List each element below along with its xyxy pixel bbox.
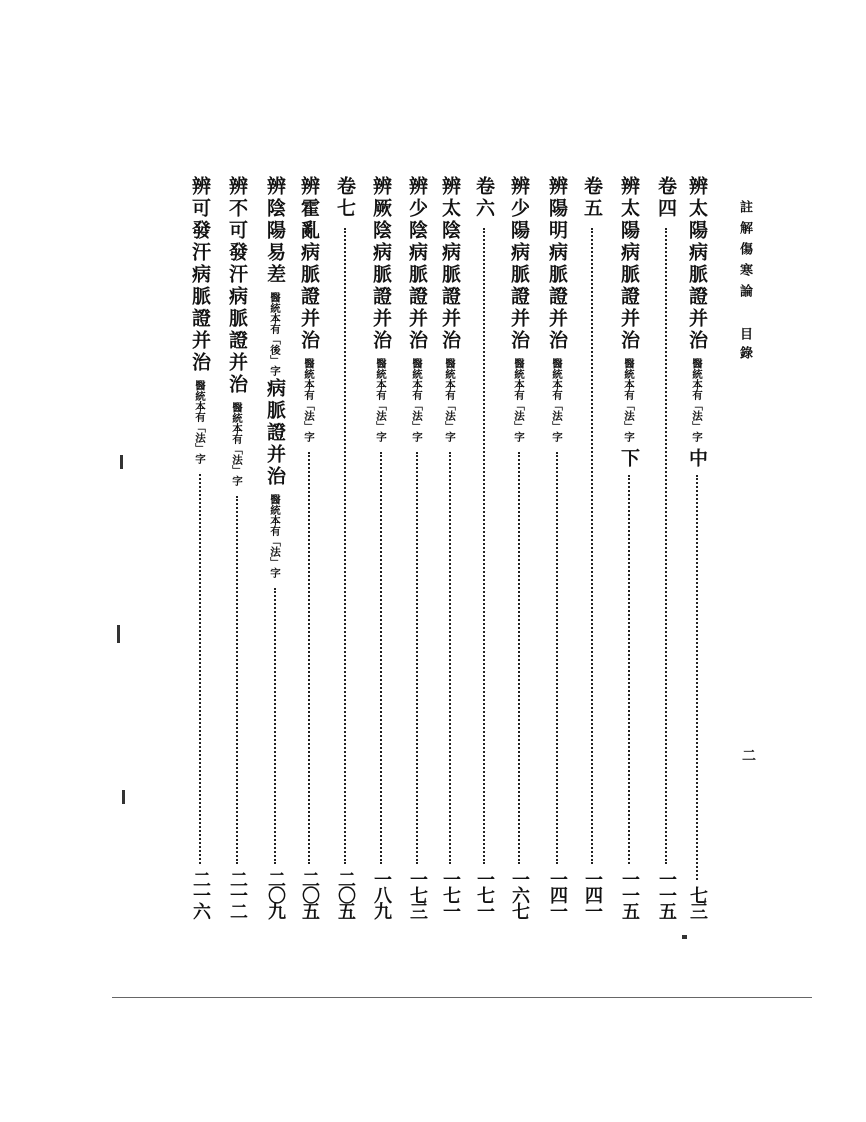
entry-page-number: 二一二: [227, 870, 248, 918]
entry-page-number: 一六七: [509, 870, 530, 918]
entry-page-number: 二一六: [190, 870, 211, 918]
entry-page-number: 一四一: [582, 870, 603, 918]
dot-leader: [518, 452, 520, 864]
entry-note: 醫統本有「法」字: [691, 358, 703, 442]
running-header: [735, 200, 754, 365]
entry-page-number: 一八九: [371, 870, 392, 918]
entry-page-number: 一七一: [474, 870, 495, 918]
entry-page-number: 一七一: [440, 870, 461, 918]
dot-leader: [199, 474, 201, 864]
toc-entry: [653, 176, 679, 918]
dot-leader: [308, 452, 310, 864]
toc-entry: [684, 176, 710, 918]
dot-leader: [344, 228, 346, 864]
dot-leader: [449, 452, 451, 864]
toc-entry: [187, 176, 213, 918]
entry-title: 辨太陽病脈證并治: [618, 176, 640, 352]
entry-title: 卷六: [473, 176, 495, 220]
entry-note: 醫統本有「法」字: [375, 358, 387, 442]
dot-leader: [696, 475, 698, 880]
toc-entry: [506, 176, 532, 918]
page-bottom-rule: [112, 997, 812, 998]
toc-entry: [437, 176, 463, 918]
dot-leader: [665, 228, 667, 864]
entry-title: 辨太陽病脈證并治: [686, 176, 708, 352]
dot-leader: [380, 452, 382, 864]
toc-entry: [224, 176, 250, 918]
entry-page-number: 一四一: [547, 870, 568, 918]
dot-leader: [556, 452, 558, 864]
dot-leader: [628, 475, 630, 864]
entry-page-number: 一一五: [619, 870, 640, 918]
entry-title: 辨不可發汗病脈證并治: [226, 176, 248, 396]
entry-page-number: 七三: [687, 886, 708, 918]
entry-title: 辨陽明病脈證并治: [546, 176, 568, 352]
scan-speck: [120, 455, 123, 469]
section-title: 目錄: [737, 327, 752, 365]
entry-title: 辨陰陽易差: [264, 176, 286, 286]
toc-entry: [579, 176, 605, 918]
book-title: 註解傷寒論: [737, 200, 752, 305]
entry-note: 醫統本有「法」字: [551, 358, 563, 442]
entry-note: 醫統本有「法」字: [444, 358, 456, 442]
dot-leader: [591, 228, 593, 864]
toc-entry: [368, 176, 394, 918]
entry-title-continued: 病脈證并治: [264, 378, 286, 488]
entry-note: 醫統本有「法」字: [231, 402, 243, 486]
scan-speck: [117, 625, 120, 643]
page-number: 二: [740, 748, 756, 762]
toc-entry: [616, 176, 642, 918]
entry-note: 醫統本有「法」字: [411, 358, 423, 442]
toc-entry: [262, 176, 288, 918]
toc-entry: [471, 176, 497, 918]
entry-title: 卷五: [581, 176, 603, 220]
scan-speck: [122, 790, 125, 804]
entry-page-number: 一一五: [656, 870, 677, 918]
entry-title: 辨少陽病脈證并治: [508, 176, 530, 352]
dot-leader: [274, 588, 276, 864]
toc-entry: [332, 176, 358, 918]
dot-leader: [236, 496, 238, 864]
entry-note: 醫統本有「法」字: [303, 358, 315, 442]
entry-title: 辨少陰病脈證并治: [406, 176, 428, 352]
entry-note: 醫統本有「法」字: [194, 380, 206, 464]
dot-leader: [483, 228, 485, 864]
dot-leader: [416, 452, 418, 864]
entry-page-number: 二〇五: [299, 870, 320, 918]
entry-title: 辨太陰病脈證并治: [439, 176, 461, 352]
entry-title: 辨厥陰病脈證并治: [370, 176, 392, 352]
toc-entry: [544, 176, 570, 918]
entry-note: 醫統本有「法」字: [623, 358, 635, 442]
scan-speck: [682, 935, 687, 939]
entry-note: 醫統本有「法」字: [513, 358, 525, 442]
entry-title: 辨可發汗病脈證并治: [189, 176, 211, 374]
entry-note-2: 醫統本有「法」字: [269, 494, 281, 578]
entry-title: 卷四: [655, 176, 677, 220]
entry-note: 醫統本有「後」字: [269, 292, 281, 376]
entry-page-number: 二〇九: [265, 870, 286, 918]
toc-entry: [404, 176, 430, 918]
toc-entry: [296, 176, 322, 918]
entry-part: 下: [618, 448, 640, 467]
entry-part: 中: [686, 448, 708, 467]
entry-title: 辨霍亂病脈證并治: [298, 176, 320, 352]
entry-page-number: 二〇五: [335, 870, 356, 918]
entry-page-number: 一七三: [407, 870, 428, 918]
entry-title: 卷七: [334, 176, 356, 220]
